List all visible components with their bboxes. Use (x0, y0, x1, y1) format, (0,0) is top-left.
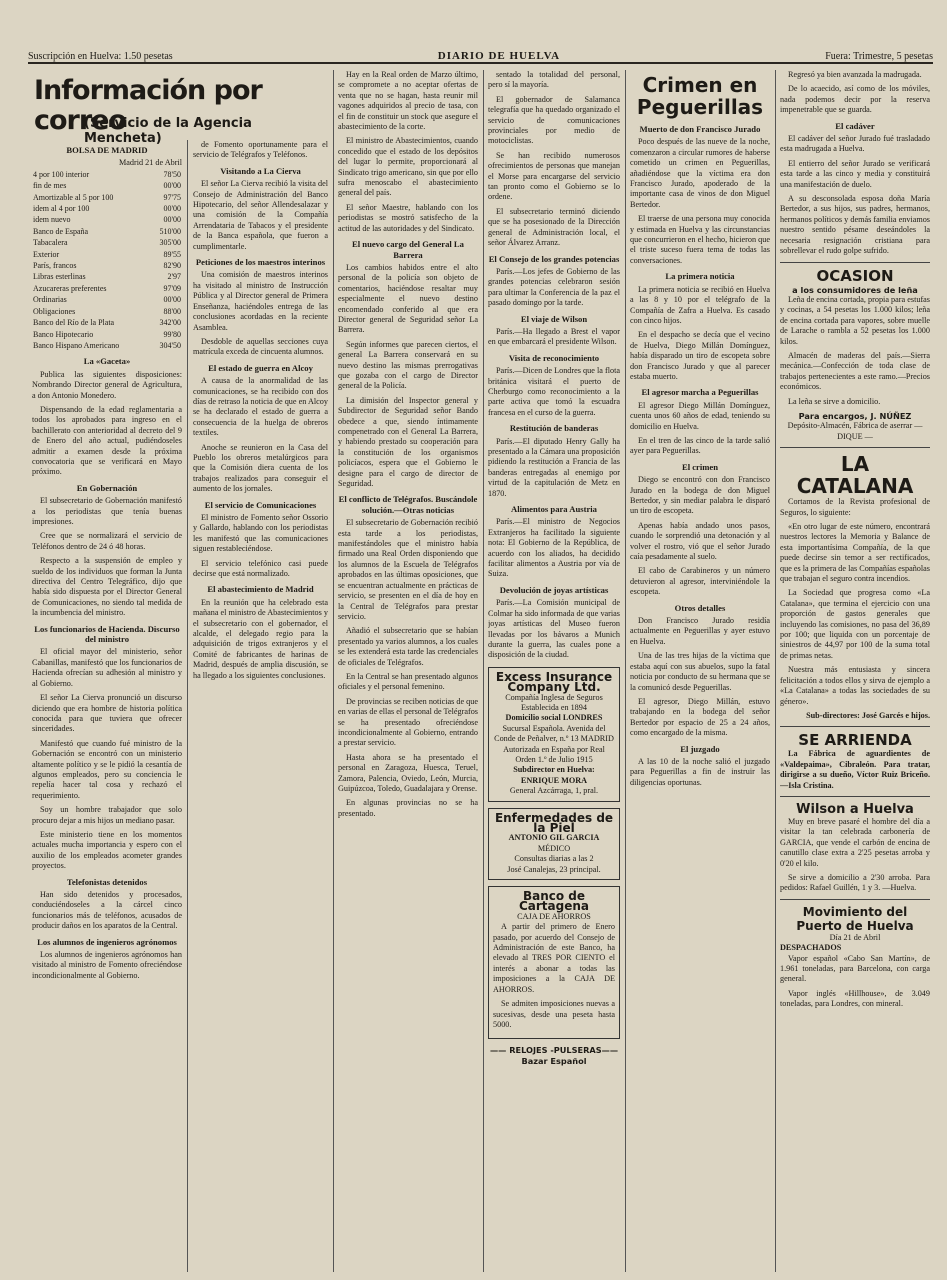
rate-label: Obligaciones (33, 306, 76, 316)
telegrafos-title: El conflicto de Telégrafos. Buscándole solución.—Otras noticias (338, 494, 478, 515)
column-4 (488, 70, 620, 1272)
rate-value: 00'00 (163, 215, 181, 225)
ad-line: Subdirector en Huelva: (513, 765, 595, 775)
rate-row (32, 283, 182, 294)
rate-value: 00'00 (163, 204, 181, 214)
rate-row (32, 214, 182, 225)
paragraph: El servicio telefónico casi puede decirse que está normalizado. (193, 558, 328, 579)
paragraph: El subsecretario terminó diciendo que se ha posesionado de la Dirección general de Administración local, el señor Álvarez Arranz. (488, 206, 620, 248)
visitando-title: Visitando a La Cierva (220, 165, 301, 176)
rate-label: Amortizable al 5 por 100 (33, 192, 114, 202)
paragraph: El gobernador de Salamanca telegrafía que ha quedado organizado el servicio de comunicaciones provinciales por medio de motociclistas. (488, 94, 620, 146)
rate-label: idem nuevo (33, 215, 71, 225)
banderas-title: Restitución de banderas (509, 423, 599, 434)
paragraph: En la Central se han presentado algunos oficiales y el personal femenino. (338, 671, 478, 692)
paragraph: El cadáver del señor Jurado fué trasladado esta madrugada a Huelva. (780, 134, 930, 154)
paragraph: Vapor español «Cabo San Martín», de 1.961 toneladas, para Barcelona, con carga general. (780, 953, 930, 984)
rate-label: Libras esterlinas (33, 272, 86, 282)
paragraph: Añadió el subsecretario que se habían presentado ya varios alumnos, a los cuales se les extenderá esta tarde las credenciales de oficiales de Telégrafos. (338, 626, 478, 667)
rate-value: 97'75 (163, 192, 181, 202)
ad-title: Enfermedades de la Piel (494, 810, 614, 835)
paragraph: A partir del primero de Enero pasado, por acuerdo del Consejo de Administración de este Banco, ha elevado al TRES POR CIENTO el interés a abonar a todas las imposiciones a la CAJA DE AHORROS. (493, 922, 615, 994)
ad-line: ANTONIO GIL GARCIA (508, 833, 600, 843)
paragraph: El señor La Cierva pronunció un discurso diciendo que era hombre de historia política conocida para que tuviera que ofrecer sinceridades. (32, 693, 182, 734)
paragraph: Se han recibido numerosos ofrecimientos de personas que manejan el Morse para encargarse del servicio tan pronto como el Gobierno se lo ordene. (488, 150, 620, 202)
rate-row (32, 317, 182, 328)
paragraph: Manifestó que cuando fué ministro de la Gobernación se encontró con un ministerio altamente político y se le pidió la cesantía de algunos empleados, pero su conciencia le repelía hacer tal cosa y rechazó el requerimiento. (32, 738, 182, 800)
divider (780, 899, 930, 900)
paragraph: En algunas provincias no se ha presentado. (338, 798, 478, 818)
alcoy-title: El estado de guerra en Alcoy (208, 362, 313, 373)
gobernacion-title: En Gobernación (76, 482, 138, 493)
paragraph: Poco después de las nueve de la noche, comenzaron a circular rumores de haberse cometido un crimen en Peguerillas, añadiéndose que la víctima era don Francisco Jurado, apoderado de la importante casa de vinos de don Miguel Bertedor. (630, 137, 770, 209)
paragraph: A causa de la anormalidad de las comunicaciones, se ha recibido con dos días de retraso la noticia de que en Alcoy se ha declarado el estado de guerra a consecuencia de la huelga de obreros textiles. (193, 376, 328, 438)
column-divider (187, 140, 188, 1272)
paragraph: París.—Ha llegado a Brest el vapor en que embarcará el presidente Wilson. (488, 326, 620, 347)
paragraph: París.—El ministro de Negocios Extranjeros ha facilitado la siguiente nota: El Gobierno de la República, de acuerdo con los aliados, ha decidido facilitar alimentos a Austria por vía de Suiza. (488, 517, 620, 579)
paragraph: La Sociedad que progresa como «La Catalana», que termina el ejercicio con una proporción de gastos generales que incluyendo las comisiones, no pasa del 36,89 por 100; que liquida con un porcentaje de siniestros de 44,97 por 100 de la suma total de primas netas. (780, 588, 930, 660)
rate-value: 510'00 (159, 226, 181, 236)
abastecimiento-title: El abastecimiento de Madrid (207, 584, 314, 595)
rate-value: 99'80 (163, 329, 181, 339)
rate-value: 82'90 (163, 261, 181, 271)
piel-ad (488, 808, 620, 880)
alumnos-title: Los alumnos de ingenieros agrónomos (37, 936, 177, 947)
rate-row (32, 260, 182, 271)
rate-row (32, 249, 182, 260)
paragraph: A las 10 de la noche salió el juzgado para Peguerillas a fin de instruir las diligencias oportunas. (630, 756, 770, 787)
rate-value: 2'97 (167, 272, 181, 282)
consejo-title: El Consejo de los grandes potencias (488, 253, 620, 264)
paragraph: De lo acaecido, así como de los móviles, nada podemos decir por la reserva impenetrable que se guarda. (780, 84, 930, 115)
ad-line: Establecida en 1894 (521, 702, 587, 712)
divider (780, 726, 930, 727)
paragraph: Muy en breve pasaré el hombre del día a visitar la tan celebrada carbonería de GARCIA, que vende el carbón de encina de canutillo clase extra a 2'25 pesetas arroba y 0'20 el kilo. (780, 816, 930, 868)
reconocimiento-title: Visita de reconocimiento (508, 352, 600, 363)
paragraph: La primera noticia se recibió en Huelva a las 8 y 10 por el telégrafo de la Compañía de Zafra a Huelva. Es casado con cinco hijos. (630, 284, 770, 325)
paragraph: Diego se encontró con don Francisco Jurado en la bodega de don Miguel Bertedor, y sin mediar palabra le disparó un tiro de escopeta. (630, 475, 770, 516)
paragraph: Vapor inglés «Hillhouse», de 3.049 toneladas, para Londres, con mineral. (780, 988, 930, 1009)
banco-cartagena-ad (488, 886, 620, 1039)
rate-row (32, 340, 182, 351)
rate-row (32, 180, 182, 191)
paragraph: De provincias se reciben noticias de que en varias de ellas el personal de Telégrafos se ha presentado ofreciéndose incondicionalmente al Gobierno, entrando a prestar servicio. (338, 696, 478, 748)
column-3 (338, 70, 478, 1272)
catalana-title: LA CATALANA (796, 452, 914, 499)
paragraph: París.—El diputado Henry Gally ha presentado a la Cámara una proposición pidiendo la restitución a Francia de las banderas entregadas al enemigo por virtud de la capitulación de Metz en 1870. (488, 436, 620, 498)
crimen-headline: Crimen en Peguerillas (636, 73, 764, 119)
paragraph: Los alumnos de ingenieros agrónomos han visitado al ministro de Fomento ofreciéndose incondicionalmente al Gobierno. (32, 950, 182, 980)
ad-title: Banco de Cartagena (518, 889, 590, 914)
paragraph: El cabo de Carabineros y un número detuvieron al agresor, interviniéndole la escopeta. (630, 566, 770, 597)
paragraph: Almacén de maderas del país.—Sierra mecánica.—Confección de toda clase de trabajos pertenecientes a este ramo.—Precios económicos. (780, 350, 930, 392)
relojes-ad: —— RELOJES -PULSERAS—— (489, 1045, 619, 1056)
paragraph: Respecto a la suspensión de empleo y sueldo de los individuos que forman la Junta directiva del Centro Telegráfico, dijo que había sido dispuesta por el Director General de Comunicaciones, no siendo tal medida de la incumbencia del ministro. (32, 556, 182, 618)
ad-line: Compañía Inglesa de Seguros (505, 692, 603, 702)
rate-value: 304'50 (159, 340, 181, 350)
masthead-rate: Fuera: Trimestre, 5 pesetas (825, 51, 933, 62)
arrienda-title: SE ARRIENDA (798, 731, 912, 750)
paragraph: Cree que se normalizará el servicio de Teléfonos dentro de 24 ó 48 horas. (32, 531, 182, 551)
bolsa-title: BOLSA DE MADRID (66, 145, 148, 155)
paragraph: La leña se sirve a domicilio. (788, 396, 881, 406)
juzgado-title: El juzgado (680, 743, 720, 754)
rate-value: 342'00 (159, 318, 181, 328)
paragraph: Desdoble de aquellas secciones cuya matrícula exceda de cincuenta alumnos. (193, 336, 328, 357)
wilson-title: El viaje de Wilson (520, 313, 588, 324)
rate-row (32, 237, 182, 248)
paragraph: El oficial mayor del ministerio, señor Cabanillas, manifestó que los funcionarios de Hacienda ofrecían su adhesión al ministro y al Gobierno. (32, 647, 182, 688)
paragraph: En el tren de las cinco de la tarde salió ayer para Peguerillas. (630, 435, 770, 456)
paragraph: Se admiten imposiciones nuevas a sucesivas, desde una peseta hasta 5000. (493, 999, 615, 1029)
paragraph: París.—Dicen de Londres que la flota británica visitará el puerto de Cherburgo como reconocimiento a la parte activa que tomó la escuadra francesa en el curso de la guerra. (488, 366, 620, 417)
paragraph: Cortamos de la Revista profesional de Seguros, lo siguiente: (780, 497, 930, 517)
crimen-title: El crimen (681, 461, 719, 472)
rate-value: 78'50 (163, 169, 181, 179)
paragraph: «En otro lugar de este número, encontrará nuestros lectores la Memoria y Balance de esta importantísima Compañía, de la que puede decirse sin temor a ser rectificados, que es la primera de las Compañías españolas que trabajan el seguro contra incendios. (780, 522, 930, 584)
rate-value: 00'00 (163, 295, 181, 305)
rate-label: Banco Hipotecario (33, 329, 94, 339)
rate-label: 4 por 100 interior (33, 169, 90, 179)
divider (780, 262, 930, 263)
paragraph: La Fábrica de aguardientes de «Valdepaima», Cibraleón. Para tratar, dirigirse a su dueño, Víctor Ruiz Briceño.—Isla Cristina. (780, 749, 930, 790)
rate-label: Banco de España (33, 226, 89, 236)
relojes-ad-sub: Bazar Español (521, 1055, 587, 1066)
paragraph: París.—La Comisión municipal de Colmar ha sido informada de que varias joyas artísticas del Museo fueron llevadas por los bávaros a Munich durante la guerra, las cuales pone a disposición de la ciudad. (488, 598, 620, 660)
rate-label: Banco Hispano Americano (33, 340, 120, 350)
paragraph: Dispensando de la edad reglamentaria a todos los aprobados para ingreso en el bachillerato con anterioridad al decreto del 9 de Enero del año actual, pudiéndoseles admitir a examen desde la próxima convocatoria que se verificará en Mayo próximo. (32, 404, 182, 477)
ocasion-contact: Para encargos, J. NÚÑEZ (798, 410, 912, 421)
column-divider (775, 70, 776, 1272)
masthead (28, 40, 933, 64)
paragraph: Los cambios habidos entre el alto personal de la policía son objeto de comentarios, haciéndose resaltar muy especialmente el nuevo destino encomendado conferido al que era Director general de Seguridad señor La Barrera. (338, 262, 478, 335)
masthead-subscription: Suscripción en Huelva: 1.50 pesetas (28, 51, 173, 62)
paragraph: Una de las tres hijas de la víctima que estaba aquí con sus abuelos, supo la fatal noticia por conducto de su hermana que se la comunicó desde Peguerillas. (630, 651, 770, 692)
paragraph: Este ministerio tiene en los momentos actuales mucha importancia y espero con el auxilio de los empleados acometer grandes proyectos. (32, 829, 182, 871)
bolsa-rates-table (32, 169, 182, 352)
paragraph: El ministro de Abastecimientos, cuando concedido que el estado de los depósitos del lugar lo permite, proporcionará al Sindicato trigo americano, sin que por ello sufra menoscabo el abastecimiento general del país. (338, 136, 478, 198)
paragraph: Según informes que parecen ciertos, el general La Barrera conservará en su nuevo destino las mismas prerrogativas que gozaba con el cargo de Director general de la Policía. (338, 339, 478, 391)
rate-row (32, 192, 182, 203)
rate-value: 88'00 (163, 306, 181, 316)
gaceta-title: La «Gaceta» (83, 356, 131, 367)
rate-label: Tabacalera (33, 238, 68, 248)
paragraph: El ministro de Fomento señor Ossorio y Gallardo, hablando con los periodistas les manifestó que las comunicaciones siguen restableciéndose. (193, 513, 328, 554)
rate-row (32, 294, 182, 305)
primera-noticia-title: La primera noticia (665, 271, 735, 282)
paragraph: Han sido detenidos y procesados, conduciéndoseles a la cárcel cinco funcionarios más de teléfonos, acusados de producir daños en los aparatos de la Central. (32, 890, 182, 931)
rate-label: París, francos (33, 261, 77, 271)
rate-value: 00'00 (163, 181, 181, 191)
puerto-title: Movimiento del Puerto de Huelva (796, 904, 914, 933)
paragraph: En el despacho se decía que el vecino de Huelva, Diego Millán Domínguez, había disparado un tiro de escopeta sobre don Francisco Jurado y que al parecer estaba muerto. (630, 330, 770, 381)
rate-label: fin de mes (33, 181, 67, 191)
ad-line: Sucursal Española. Avenida del Conde de Peñalver, n.º 13 MADRID (494, 723, 614, 744)
ad-title: Excess Insurance Company Ltd. (495, 669, 613, 695)
rate-value: 97'09 (163, 283, 181, 293)
column-5 (630, 70, 770, 1272)
paragraph: Hasta ahora se ha presentado el personal en Zaragoza, Huesca, Teruel, Zamora, Palencia, Oviedo, León, Murcia, Guipúzcoa, Toledo, Guadalajara y Orense. (338, 752, 478, 793)
rate-row (32, 226, 182, 237)
joyas-title: Devolución de joyas artísticas (499, 584, 609, 595)
paragraph: El subsecretario de Gobernación manifestó a los periodistas que tenía buenas impresiones. (32, 496, 182, 526)
ad-line: José Canalejas, 23 principal. (507, 864, 601, 874)
rate-row (32, 203, 182, 214)
headline-subtitle: (Servicio de la Agencia Mencheta) (84, 116, 252, 146)
rate-row (32, 306, 182, 317)
paragraph: El agresor Diego Millán Domínguez, cuenta unos 60 años de edad, teniendo su domicilio en Huelva. (630, 400, 770, 431)
peticiones-title: Peticiones de los maestros interinos (195, 257, 326, 268)
rate-value: 305'00 (159, 238, 181, 248)
ad-line: Consultas diarias a las 2 (514, 854, 594, 864)
paragraph: El entierro del señor Jurado se verificará esta tarde a las cinco y media y constituirá una manifestación de duelo. (780, 158, 930, 189)
paragraph: El agresor, Diego Millán, estuvo trabajando en la bodega del señor Bertedor por espacio de 25 a 24 años, como encargado de la misma. (630, 696, 770, 738)
puerto-subtitle: DESPACHADOS (780, 943, 842, 953)
paragraph: Don Francisco Jurado residía actualmente en Peguerillas y ayer estuvo en Huelva. (630, 616, 770, 646)
paragraph: Regresó ya bien avanzada la madrugada. (788, 70, 922, 79)
agresor-title: El agresor marcha a Peguerillas (641, 387, 759, 398)
wilson-ad-title: Wilson a Huelva (796, 801, 914, 817)
paragraph: París.—Los jefes de Gobierno de las grandes potencias celebraron sesión para ultimar la Conferencia de la paz el pasado domingo por la tarde. (488, 266, 620, 308)
column-6 (780, 70, 930, 1272)
paragraph: Soy un hombre trabajador que solo procuro dejar a mis hijos un mediano pasar. (32, 805, 182, 825)
comunicaciones-title: El servicio de Comunicaciones (204, 499, 317, 510)
paragraph: Hay en la Real orden de Marzo último, se compromete a no aceptar ofertas de venta que no se hagan, hasta reunir mil vagones adquiridos al precio de tasa, con el fin de constituir un stock que asegure el abastecimiento de la corte. (338, 70, 478, 132)
ad-line: ENRIQUE MORA (520, 775, 588, 785)
paragraph: El señor La Cierva recibió la visita del Consejo de Administración del Banco Hipotecario, del señor Allendesalazar y una comisión de la Compañía Arrendataria de Tabacos y el presidente de la Banca española, que fueron a cumplimentarle. (193, 179, 328, 251)
rate-label: Banco del Río de la Plata (33, 318, 115, 328)
puerto-date: Día 21 de Abril (829, 932, 881, 942)
paragraph: Nuestra más entusiasta y sincera felicitación a todos ellos y sirva de ejemplo a «La Catalana» a todas las sociedades de su género». (780, 665, 930, 706)
divider (780, 447, 930, 448)
ad-line: Domicilio social LONDRES (505, 713, 603, 723)
ocasion-subtitle: a los consumidores de leña (792, 284, 918, 295)
cadaver-title: El cadáver (835, 120, 875, 131)
austria-title: Alimentos para Austria (511, 504, 597, 515)
paragraph: El subsecretario de Gobernación recibió esta tarde a los periodistas, manifestándoles que el ministro había firmado una Real Orden disponiendo que los alumnos de la Escuela de Telégrafos aprobados en las últimas oposiciones, que se encuentran actualmente en prácticas de servicio, se presenten en el día de hoy en la Central de Telégrafos para prestar servicio. (338, 518, 478, 621)
paragraph: El traerse de una persona muy conocida y estimada en Huelva y las circunstancias que concurrieron en el hecho, hicieron que el triste suceso fuera tema de todas las conversaciones. (630, 214, 770, 265)
divider (780, 796, 930, 797)
catalana-signature: Sub-directores: José Garcés e hijos. (806, 710, 930, 720)
bolsa-date: Madrid 21 de Abril (119, 158, 182, 168)
paragraph: Publica las siguientes disposiciones: Nombrando Director general de Agricultura, a don Antonio Monedero. (32, 369, 182, 400)
telefonistas-title: Telefonistas detenidos (66, 876, 148, 887)
rate-value: 89'55 (163, 249, 181, 259)
column-1 (32, 140, 182, 1272)
rate-label: Azucareras preferentes (33, 283, 107, 293)
paragraph: A su desconsolada esposa doña María Bertedor, a sus hijos, sus padres, hermanos, hermanos políticos y demás familia enviamos nuestro sentido pésame deseándoles la necesaria resignación cristiana para sobrellevar el rudo golpe sufrido. (780, 194, 930, 256)
paragraph: Leña de encina cortada, propia para estufas y cocinas, a 54 pesetas los 1.000 kilos; leña de encina cortada para vapores, sobre muelle de Larache o rambla a 52 pesetas los 1.000 kilos. (780, 294, 930, 346)
barrera-title: El nuevo cargo del General La Barrera (352, 239, 464, 260)
rate-row (32, 169, 182, 180)
ad-line: CAJA DE AHORROS (517, 911, 591, 921)
column-divider (333, 70, 334, 1272)
ocasion-title: OCASION (816, 266, 894, 285)
paragraph: La dimisión del Inspector general y Subdirector de Seguridad señor Bando obedece a que, siendo íntimamente compenetrado con el General La Barrera, y habiendo prestado su cooperación para la constitución de los organismos policíacos, espera que el Gobierno le designe para el cargo de director de Seguridad. (338, 395, 478, 489)
ad-line: Autorizada en España por Real Orden 1.º de Julio 1915 (503, 744, 605, 764)
headline-title: Información por correo (34, 75, 262, 136)
rate-label: Ordinarias (33, 295, 67, 305)
rate-label: idem al 4 por 100 (33, 204, 90, 214)
ad-line: General Azcárraga, 1, pral. (509, 786, 599, 796)
paragraph: Anoche se reunieron en la Casa del Pueblo los obreros metalúrgicos para que la Comisión diera cuenta de los trabajos realizados para conseguir el aumento de los jornales. (193, 442, 328, 494)
rate-row (32, 271, 182, 282)
rate-row (32, 329, 182, 340)
otros-detalles-title: Otros detalles (674, 602, 726, 613)
excess-insurance-ad (488, 667, 620, 802)
paragraph: sentado la totalidad del personal, pero sí la mayoría. (488, 70, 620, 90)
paragraph: de Fomento oportunamente para el servicio de Telégrafos y Teléfonos. (193, 140, 328, 160)
ad-line: MÉDICO (537, 843, 571, 853)
paragraph: Una comisión de maestros interinos ha visitado al ministro de Instrucción Pública y al Director general de Primera Enseñanza, haciéndoles entrega de las conclusiones acordadas en la reciente Asamblea. (193, 270, 328, 332)
ocasion-address: Depósito-Almacén, Fábrica de aserrar — DIQUE — (787, 421, 923, 441)
masthead-title: DIARIO DE HUELVA (437, 50, 561, 62)
rate-label: Exterior (33, 249, 60, 259)
paragraph: Se sirve a domicilio a 2'30 arroba. Para pedidos: Rafael Guillén, 1 y 3. —Huelva. (780, 872, 930, 893)
paragraph: Apenas había andado unos pasos, cuando le sorprendió una detonación y al volver el rostro, vió que el señor Jurado caía pesadamente al suelo. (630, 520, 770, 562)
column-divider (483, 70, 484, 1272)
column-2 (193, 140, 328, 1272)
crimen-subtitle: Muerto de don Francisco Jurado (639, 124, 761, 134)
funcionarios-title: Los funcionarios de Hacienda. Discurso del ministro (34, 623, 180, 645)
paragraph: En la reunión que ha celebrado esta mañana el ministro de Abastecimientos y el subsecretario con el gobernador, el alcalde, el delegado regio para la adquisición de trigos extranjeros y el Comité de fabricantes de harinas de Madrid, después de amplia discusión, se ha llegado a los siguientes conclusiones. (193, 597, 328, 680)
paragraph: El señor Maestre, hablando con los periodistas se mostró satisfecho de la actitud de las autoridades y del Sindicato. (338, 202, 478, 233)
column-divider (625, 70, 626, 1272)
